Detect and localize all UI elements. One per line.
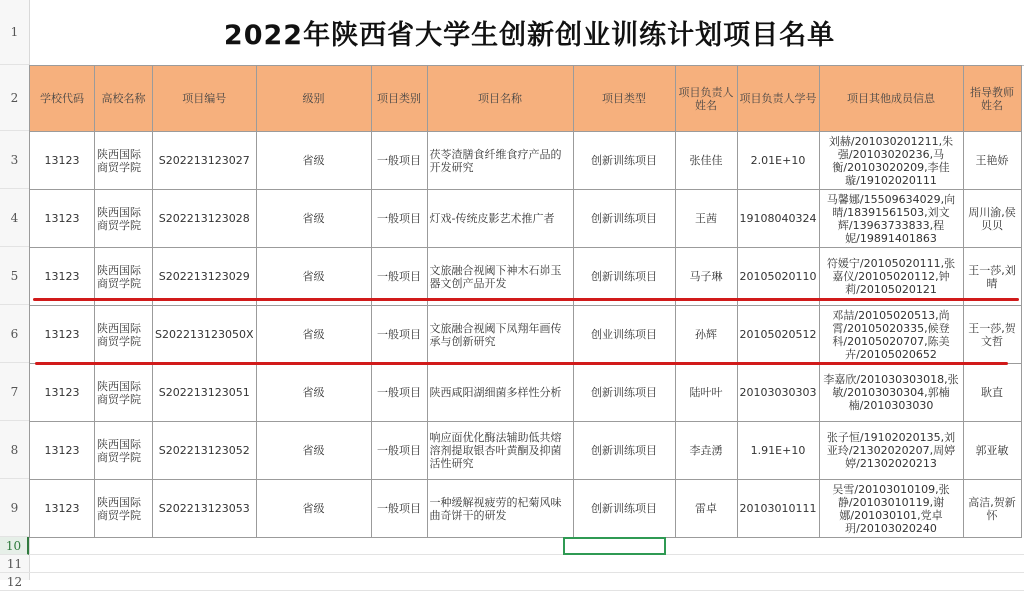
cell-teacher[interactable]: 王艳娇 [963,132,1021,190]
table-row [30,132,1022,190]
cell-category[interactable]: 一般项目 [371,422,427,480]
header-category[interactable]: 项目类别 [371,66,427,132]
cell-school-name[interactable]: 陕西国际商贸学院 [95,306,153,364]
table-row [30,248,1022,306]
header-leader-id[interactable]: 项目负责人学号 [737,66,819,132]
header-members[interactable]: 项目其他成员信息 [819,66,963,132]
cell-school-code[interactable]: 13123 [30,190,95,248]
cell-project-id[interactable]: S202213123052 [153,422,257,480]
cell-category[interactable]: 一般项目 [371,132,427,190]
cell-school-name[interactable]: 陕西国际商贸学院 [95,132,153,190]
row-number[interactable]: 12 [0,573,29,591]
cell-project-type[interactable]: 创业训练项目 [573,306,675,364]
cell-teacher[interactable]: 郭亚敏 [963,422,1021,480]
table-row [30,306,1022,364]
cell-school-code[interactable]: 13123 [30,480,95,538]
empty-row-10[interactable] [29,537,1024,555]
row-number[interactable]: 9 [0,479,29,537]
cell-project-name[interactable]: 文旅融合视阈下神木石峁玉器文创产品开发 [427,248,573,306]
cell-project-name[interactable]: 灯戏-传统皮影艺术推广者 [427,190,573,248]
cell-project-name[interactable]: 文旅融合视阈下凤翔年画传承与创新研究 [427,306,573,364]
cell-project-type[interactable]: 创新训练项目 [573,132,675,190]
cell-members[interactable]: 符媛宁/20105020111,张嘉仪/20105020112,钟莉/20105020121 [819,248,963,306]
cell-teacher[interactable]: 王一莎,刘晴 [963,248,1021,306]
cell-leader-name[interactable]: 陆叶叶 [675,364,737,422]
table-row [30,190,1022,248]
row-number[interactable]: 7 [0,363,29,421]
header-school-name[interactable]: 高校名称 [95,66,153,132]
sheet-title[interactable]: 2022年陕西省大学生创新创业训练计划项目名单 [29,0,1024,66]
cell-project-id[interactable]: S202213123027 [153,132,257,190]
cell-teacher[interactable]: 王一莎,贺文哲 [963,306,1021,364]
cell-leader-id[interactable]: 20103010111 [737,480,819,538]
cell-leader-name[interactable]: 张佳佳 [675,132,737,190]
cell-teacher[interactable]: 高洁,贺新怀 [963,480,1021,538]
cell-project-name[interactable]: 陕西咸阳湖细菌多样性分析 [427,364,573,422]
red-highlight-line-top [33,298,1019,301]
row-number[interactable]: 2 [0,65,29,131]
header-level[interactable]: 级别 [256,66,371,132]
cell-project-type[interactable]: 创新训练项目 [573,364,675,422]
cell-project-type[interactable]: 创新训练项目 [573,248,675,306]
cell-project-type[interactable]: 创新训练项目 [573,190,675,248]
cell-project-id[interactable]: S202213123051 [153,364,257,422]
cell-school-name[interactable]: 陕西国际商贸学院 [95,364,153,422]
cell-leader-id[interactable]: 1.91E+10 [737,422,819,480]
header-row [30,66,1022,132]
cell-project-id[interactable]: S202213123053 [153,480,257,538]
cell-leader-id[interactable]: 2.01E+10 [737,132,819,190]
project-table [29,65,1022,538]
cell-school-name[interactable]: 陕西国际商贸学院 [95,422,153,480]
cell-level[interactable]: 省级 [256,248,371,306]
cell-project-type[interactable]: 创新训练项目 [573,480,675,538]
cell-level[interactable]: 省级 [256,190,371,248]
cell-members[interactable]: 吴雪/20103010109,张静/20103010119,谢娜/201030101,党卓玥/20103020240 [819,480,963,538]
cell-leader-name[interactable]: 孙辉 [675,306,737,364]
row-number[interactable]: 11 [0,555,29,573]
row-number[interactable]: 10 [0,537,29,555]
selected-cell[interactable] [563,537,666,555]
row-number[interactable]: 3 [0,131,29,189]
cell-leader-id[interactable]: 19108040324 [737,190,819,248]
cell-school-code[interactable]: 13123 [30,306,95,364]
red-highlight-line-bottom [35,362,1008,365]
header-project-id[interactable]: 项目编号 [153,66,257,132]
table-row [30,364,1022,422]
cell-members[interactable]: 刘赫/201030201211,朱强/20103020236,马衡/20103020209,李佳璇/19102020111 [819,132,963,190]
cell-school-code[interactable]: 13123 [30,248,95,306]
cell-leader-name[interactable]: 王茜 [675,190,737,248]
cell-level[interactable]: 省级 [256,132,371,190]
header-project-type[interactable]: 项目类型 [573,66,675,132]
cell-project-id[interactable]: S202213123029 [153,248,257,306]
row-number[interactable]: 6 [0,305,29,363]
empty-row-12[interactable] [29,573,1024,591]
empty-row-11[interactable] [29,555,1024,573]
cell-leader-id[interactable]: 20105020110 [737,248,819,306]
cell-category[interactable]: 一般项目 [371,248,427,306]
cell-members[interactable]: 马馨娜/15509634029,向晴/18391561503,刘文辉/13963733833,程妮/19891401863 [819,190,963,248]
cell-members[interactable]: 邓喆/20105020513,尚霄/20105020335,候登科/20105020707,陈美卉/20105020652 [819,306,963,364]
cell-leader-id[interactable]: 20103030303 [737,364,819,422]
cell-teacher[interactable]: 耿直 [963,364,1021,422]
cell-level[interactable]: 省级 [256,422,371,480]
cell-school-code[interactable]: 13123 [30,422,95,480]
cell-category[interactable]: 一般项目 [371,480,427,538]
cell-leader-id[interactable]: 20105020512 [737,306,819,364]
cell-project-id[interactable]: S202213123028 [153,190,257,248]
cell-leader-name[interactable]: 马子琳 [675,248,737,306]
cell-members[interactable]: 李嘉欣/201030303018,张敏/20103030304,郭楠楠/2010303030 [819,364,963,422]
cell-leader-name[interactable]: 李垚湧 [675,422,737,480]
cell-level[interactable]: 省级 [256,306,371,364]
table-row [30,422,1022,480]
cell-school-code[interactable]: 13123 [30,364,95,422]
cell-project-name[interactable]: 响应面优化酶法辅助低共熔溶剂提取银杏叶黄酮及抑菌活性研究 [427,422,573,480]
cell-leader-name[interactable]: 雷卓 [675,480,737,538]
cell-category[interactable]: 一般项目 [371,306,427,364]
cell-level[interactable]: 省级 [256,364,371,422]
header-project-name[interactable]: 项目名称 [427,66,573,132]
cell-school-name[interactable]: 陕西国际商贸学院 [95,190,153,248]
cell-members[interactable]: 张子恒/19102020135,刘亚玲/21302020207,周婷婷/21302020213 [819,422,963,480]
row-number[interactable]: 5 [0,247,29,305]
row-number[interactable]: 4 [0,189,29,247]
cell-project-id[interactable]: S202213123050X [153,306,257,364]
cell-project-type[interactable]: 创新训练项目 [573,422,675,480]
row-number[interactable]: 8 [0,421,29,479]
header-leader-name[interactable]: 项目负责人姓名 [675,66,737,132]
table-row [30,480,1022,538]
cell-category[interactable]: 一般项目 [371,190,427,248]
cell-category[interactable]: 一般项目 [371,364,427,422]
cell-teacher[interactable]: 周川渝,侯贝贝 [963,190,1021,248]
cell-school-name[interactable]: 陕西国际商贸学院 [95,480,153,538]
header-school-code[interactable]: 学校代码 [30,66,95,132]
row-number[interactable]: 1 [0,0,29,65]
header-teacher[interactable]: 指导教师姓名 [963,66,1021,132]
cell-school-code[interactable]: 13123 [30,132,95,190]
cell-project-name[interactable]: 茯苓渣膳食纤维食疗产品的开发研究 [427,132,573,190]
cell-level[interactable]: 省级 [256,480,371,538]
cell-project-name[interactable]: 一种缓解视疲劳的杞菊风味曲奇饼干的研发 [427,480,573,538]
cell-school-name[interactable]: 陕西国际商贸学院 [95,248,153,306]
